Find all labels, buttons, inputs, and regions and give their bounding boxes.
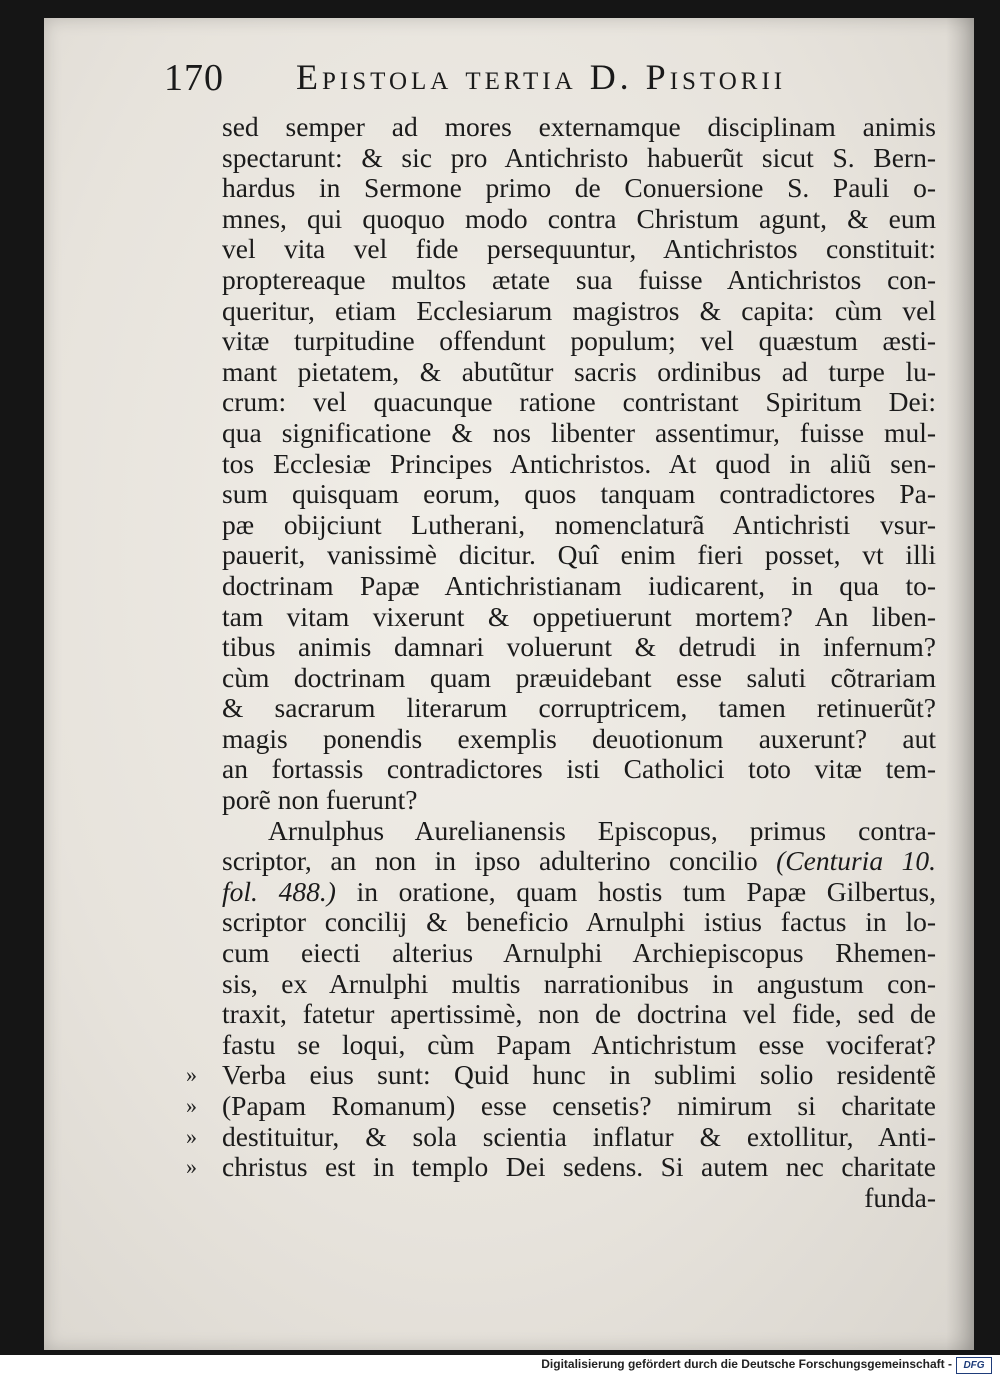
paragraph-start-line: Arnulphus Aurelianensis Episcopus, primus contra- (268, 814, 936, 846)
text-line: crum: vel quacunque ratione contristant Spiritum Dei: (222, 386, 936, 418)
running-title: Epistola tertia D. Pistorii (296, 57, 787, 97)
text-span: scriptor, an non in ipso adulterino concilio (222, 845, 758, 877)
text-line (222, 846, 936, 877)
catchword: funda- (864, 1181, 936, 1213)
text-line: qua significatione & nos libenter assentimur, fuisse mul- (222, 416, 936, 448)
body-text (186, 111, 936, 1213)
text-line: tos Ecclesiæ Principes Antichristos. At quod in aliũ sen- (222, 447, 936, 479)
quote-mark: » (186, 1154, 197, 1180)
text-line: mnes, qui quoquo modo contra Christum agunt, & eum (222, 202, 936, 234)
quote-text: Verba eius sunt: Quid hunc in sublimi solio residentẽ (222, 1059, 936, 1091)
text-line: tam vitam vixerunt & oppetiuerunt mortem? An liben- (222, 600, 936, 632)
text-line: pæ obijciunt Lutherani, nomenclaturã Antichristi vsur- (222, 508, 936, 540)
page-number: 170 (164, 57, 224, 99)
funding-credit: Digitalisierung gefördert durch die Deutsche Forschungsgemeinschaft - (541, 1357, 952, 1371)
text-line: magis ponendis exemplis deuotionum auxerunt? aut (222, 722, 936, 754)
quote-line (186, 1120, 936, 1153)
text-line: cum eiecti alterius Arnulphi Archiepiscopus Rhemen- (222, 937, 936, 969)
text-line: fastu se loqui, cùm Papam Antichristum esse vociferat? (222, 1028, 936, 1060)
quote-mark: » (186, 1093, 197, 1118)
text-line: queritur, etiam Ecclesiarum magistros & capita: cùm vel (222, 294, 936, 326)
page-header (164, 56, 924, 108)
text-line: mant pietatem, & abutũtur sacris ordinibus ad turpe lu- (222, 355, 936, 387)
text-line: sum quisquam eorum, quos tanquam contradictores Pa- (222, 478, 936, 510)
text-line: hardus in Sermone primo de Conuersione S. Pauli o- (222, 172, 936, 204)
text-line: spectarunt: & sic pro Antichristo habuerũt sicut S. Bern- (222, 141, 936, 173)
text-line: pauerit, vanissimè dicitur. Quî enim fieri posset, vt illi (222, 539, 936, 571)
text-line: & sacrarum literarum corruptricem, tamen retinuerũt? (222, 692, 936, 724)
text-line: an fortassis contradictores isti Catholici toto vitæ tem- (222, 753, 936, 785)
text-line: sis, ex Arnulphi multis narrationibus in angustum con- (222, 967, 936, 999)
quote-mark: » (186, 1123, 197, 1149)
footer-bar (0, 1355, 1000, 1375)
text-line (222, 877, 936, 908)
text-line: doctrinam Papæ Antichristianam iudicarent, in qua to- (222, 569, 936, 601)
quote-line (186, 1090, 936, 1122)
dfg-logo-icon: DFG (956, 1357, 992, 1374)
quote-line (186, 1151, 936, 1183)
text-line: sed semper ad mores externamque disciplinam animis (222, 111, 936, 142)
text-line: vel vita vel fide persequuntur, Antichristos constituit: (222, 233, 936, 265)
centuria-reference: (Centuria 10. (776, 845, 936, 877)
quote-line (186, 1059, 936, 1091)
text-line: scriptor concilij & beneficio Arnulphi istius factus in lo- (222, 906, 936, 938)
quote-text: destituitur, & sola scientia inflatur & extollitur, Anti- (222, 1120, 936, 1152)
quote-mark: » (186, 1062, 197, 1088)
text-line: porẽ non fuerunt? (222, 784, 418, 816)
text-line: tibus animis damnari voluerunt & detrudi in infernum? (222, 631, 936, 663)
quote-text: christus est in templo Dei sedens. Si autem nec charitate (222, 1151, 936, 1183)
text-line: proptereaque multos ætate sua fuisse Antichristos con- (222, 263, 936, 295)
quote-text: (Papam Romanum) esse censetis? nimirum si charitate (222, 1090, 936, 1121)
text-span: in oratione, quam hostis tum Papæ Gilbertus, (356, 875, 936, 907)
text-line: traxit, fatetur apertissimè, non de doctrina vel fide, sed de (222, 998, 936, 1030)
folio-reference: fol. 488.) (222, 875, 336, 907)
text-line: vitæ turpitudine offendunt populum; vel quæstum æsti- (222, 325, 936, 357)
text-line: cùm doctrinam quam præuidebant esse saluti cõtrariam (222, 661, 936, 693)
